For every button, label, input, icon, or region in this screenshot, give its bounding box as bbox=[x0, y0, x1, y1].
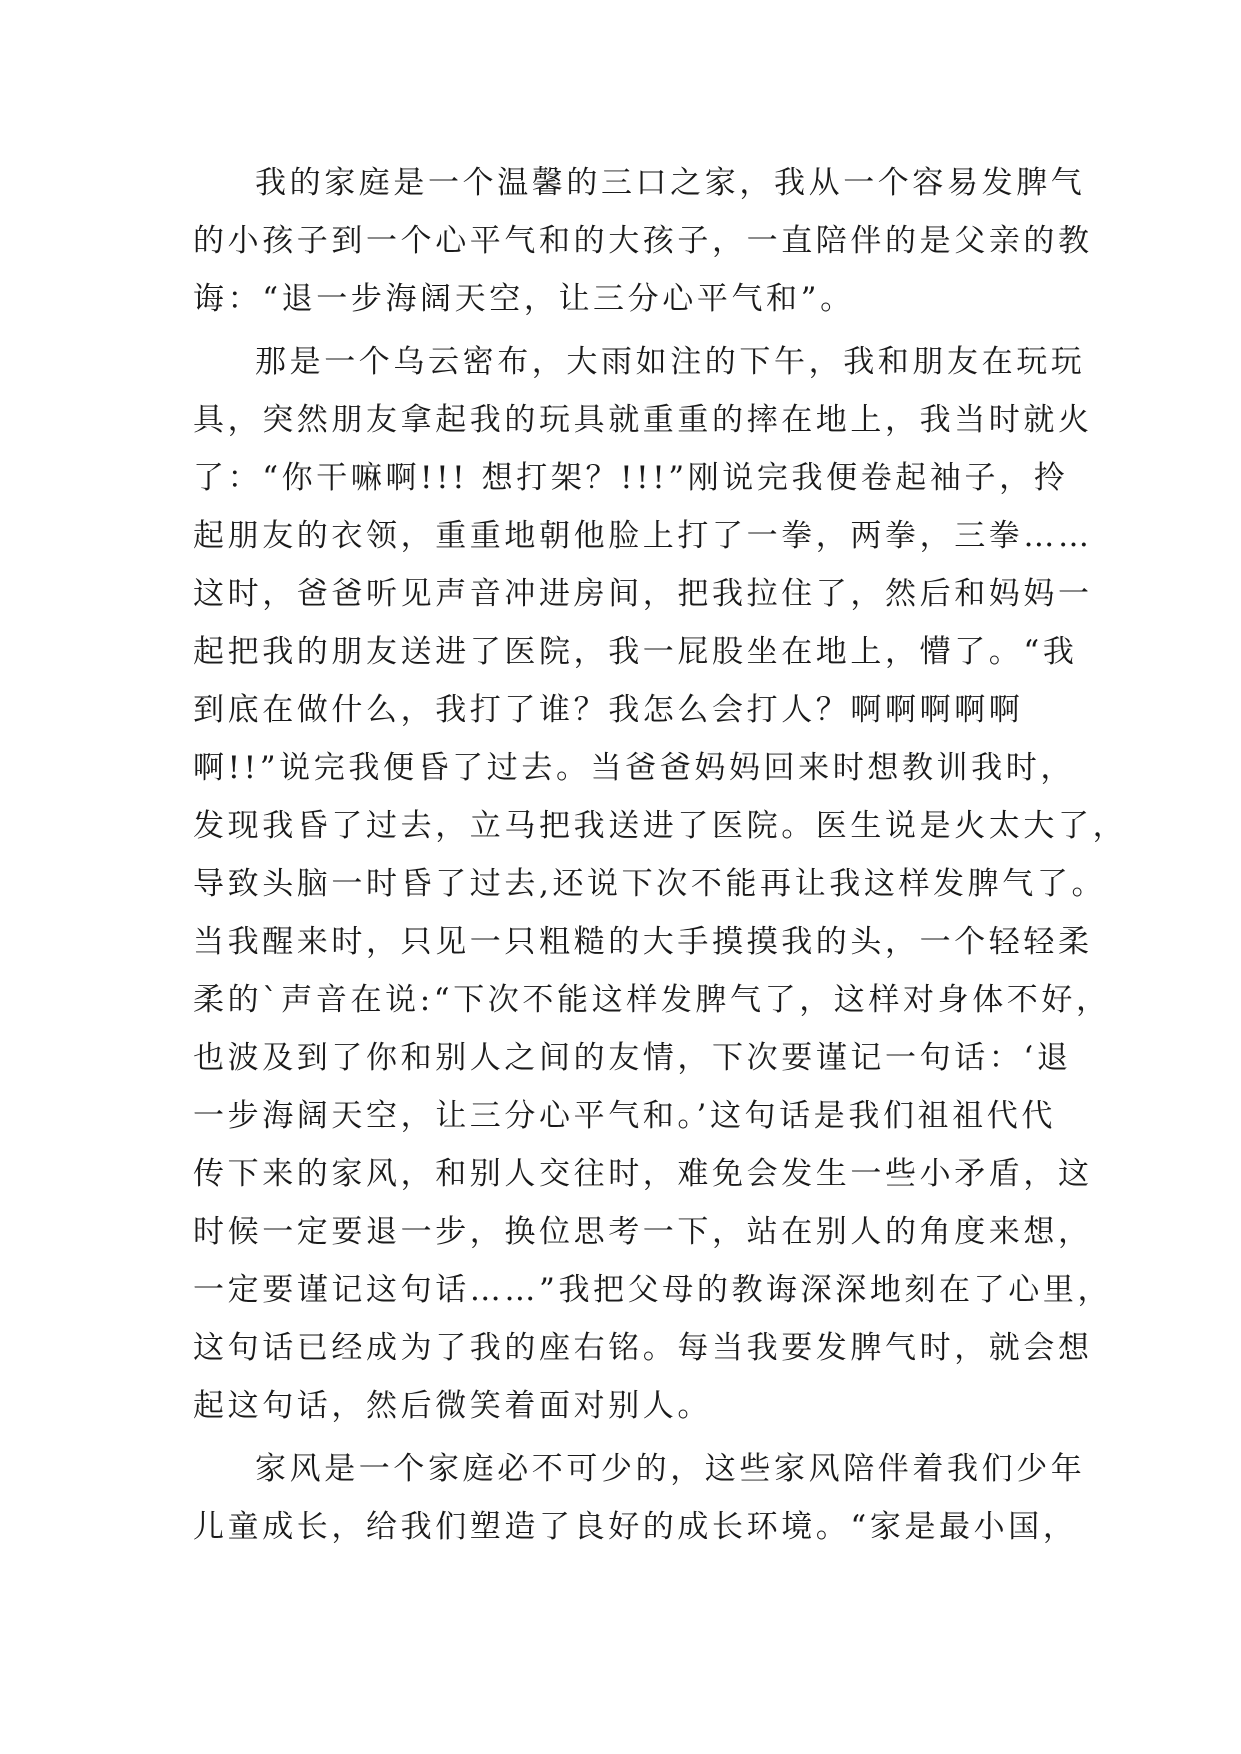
text-line: 也波及到了你和别人之间的友情，下次要谨记一句话：‘退 bbox=[193, 1040, 1072, 1076]
text-line: 传下来的家风，和别人交往时，难免会发生一些小矛盾，这 bbox=[193, 1156, 1093, 1192]
text-line: 我的家庭是一个温馨的三口之家，我从一个容易发脾气 bbox=[255, 165, 1086, 201]
text-line: 柔的`声音在说:“下次不能这样发脾气了，这样对身体不好， bbox=[193, 982, 1111, 1018]
text-line: 导致头脑一时昏了过去,还说下次不能再让我这样发脾气了。 bbox=[193, 866, 1107, 902]
text-line: 一步海阔天空，让三分心平气和。’这句话是我们祖祖代代 bbox=[193, 1098, 1056, 1134]
text-line: 那是一个乌云密布，大雨如注的下午，我和朋友在玩玩 bbox=[255, 344, 1086, 380]
text-line: 的小孩子到一个心平气和的大孩子，一直陪伴的是父亲的教 bbox=[193, 223, 1093, 259]
text-line: 具，突然朋友拿起我的玩具就重重的摔在地上，我当时就火 bbox=[193, 402, 1093, 438]
text-line: 一定要谨记这句话……”我把父母的教诲深深地刻在了心里， bbox=[193, 1272, 1113, 1308]
text-line: 时候一定要退一步，换位思考一下，站在别人的角度来想， bbox=[193, 1214, 1093, 1250]
text-line: 这时，爸爸听见声音冲进房间，把我拉住了，然后和妈妈一 bbox=[193, 576, 1093, 612]
text-line: 这句话已经成为了我的座右铭。每当我要发脾气时，就会想 bbox=[193, 1330, 1093, 1366]
text-line: 当我醒来时，只见一只粗糙的大手摸摸我的头，一个轻轻柔 bbox=[193, 924, 1093, 960]
text-line: 起这句话，然后微笑着面对别人。 bbox=[193, 1388, 712, 1424]
text-line: 起朋友的衣领，重重地朝他脸上打了一拳，两拳，三拳…… bbox=[193, 518, 1093, 554]
text-line: 了：“你干嘛啊!!! 想打架？!!!”刚说完我便卷起袖子，拎 bbox=[193, 460, 1069, 496]
text-line: 家风是一个家庭必不可少的，这些家风陪伴着我们少年 bbox=[255, 1451, 1086, 1487]
text-line: 诲：“退一步海阔天空，让三分心平气和”。 bbox=[193, 281, 855, 317]
text-line: 到底在做什么，我打了谁？我怎么会打人？啊啊啊啊啊 bbox=[193, 692, 1024, 728]
text-line: 起把我的朋友送进了医院，我一屁股坐在地上，懵了。“我 bbox=[193, 634, 1078, 670]
text-line: 啊!!”说完我便昏了过去。当爸爸妈妈回来时想教训我时， bbox=[193, 750, 1075, 786]
text-line: 发现我昏了过去，立马把我送进了医院。医生说是火太大了， bbox=[193, 808, 1128, 844]
text-line: 儿童成长，给我们塑造了良好的成长环境。“家是最小国， bbox=[193, 1509, 1078, 1545]
